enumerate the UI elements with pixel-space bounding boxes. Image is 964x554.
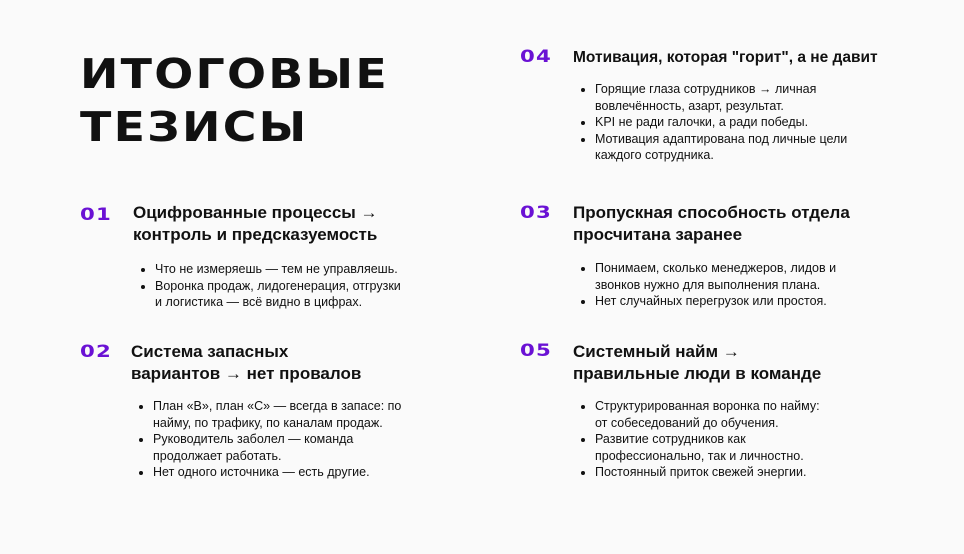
list-item: • Мотивация адаптирована под личные цели каждого сотрудника.	[595, 131, 925, 164]
list-item: • Понимаем, сколько менеджеров, лидов и звонков нужно для выполнения плана.	[595, 260, 915, 293]
thesis-points	[573, 260, 915, 310]
thesis-points	[573, 81, 925, 164]
thesis-number: 04	[520, 47, 553, 67]
thesis-heading: Системный найм → правильные люди в команде	[573, 342, 822, 383]
list-item: • KPI не ради галочки, а ради победы.	[595, 114, 925, 131]
list-item: • Воронка продаж, лидогенерация, отгрузки и логистика — всё видно в цифрах.	[155, 278, 455, 311]
thesis-points	[573, 398, 915, 481]
list-item: • Нет одного источника — есть другие.	[153, 464, 463, 481]
thesis-points	[133, 261, 455, 311]
page-title-line-1: ИТОГОВЫЕ	[80, 50, 389, 98]
list-item: • Развитие сотрудников как профессионально, так и личностно.	[595, 431, 915, 464]
list-item: • Структурированная воронка по найму: от собеседований до обучения.	[595, 398, 915, 431]
thesis-heading: Система запасных вариантов → нет провалов	[131, 342, 362, 383]
thesis-number: 03	[520, 203, 553, 223]
thesis-01	[80, 202, 440, 312]
page-title	[80, 48, 389, 154]
list-item: • Постоянный приток свежей энергии.	[595, 464, 915, 481]
list-item: • Нет случайных перегрузок или простоя.	[595, 293, 915, 310]
list-item: • Что не измеряешь — тем не управляешь.	[155, 261, 455, 278]
thesis-05	[520, 341, 920, 481]
thesis-heading: Мотивация, которая "горит", а не давит	[573, 49, 878, 66]
thesis-number: 02	[80, 342, 113, 362]
list-item: • План «В», план «С» — всегда в запасе: по найму, по трафику, по каналам продаж.	[153, 398, 463, 431]
list-item: • Руководитель заболел — команда продолжает работать.	[153, 431, 463, 464]
thesis-number: 05	[520, 341, 553, 361]
list-item: • Горящие глаза сотрудников → личная вовлечённость, азарт, результат.	[595, 81, 925, 114]
thesis-heading: Оцифрованные процессы → контроль и предсказуемость	[133, 203, 378, 244]
thesis-04	[520, 47, 920, 167]
thesis-number: 01	[80, 205, 113, 225]
thesis-points	[131, 398, 463, 481]
thesis-heading: Пропускная способность отдела просчитана заранее	[573, 203, 850, 244]
page-title-line-2: ТЕЗИСЫ	[80, 103, 309, 151]
thesis-03	[520, 202, 920, 312]
thesis-02	[80, 341, 440, 481]
